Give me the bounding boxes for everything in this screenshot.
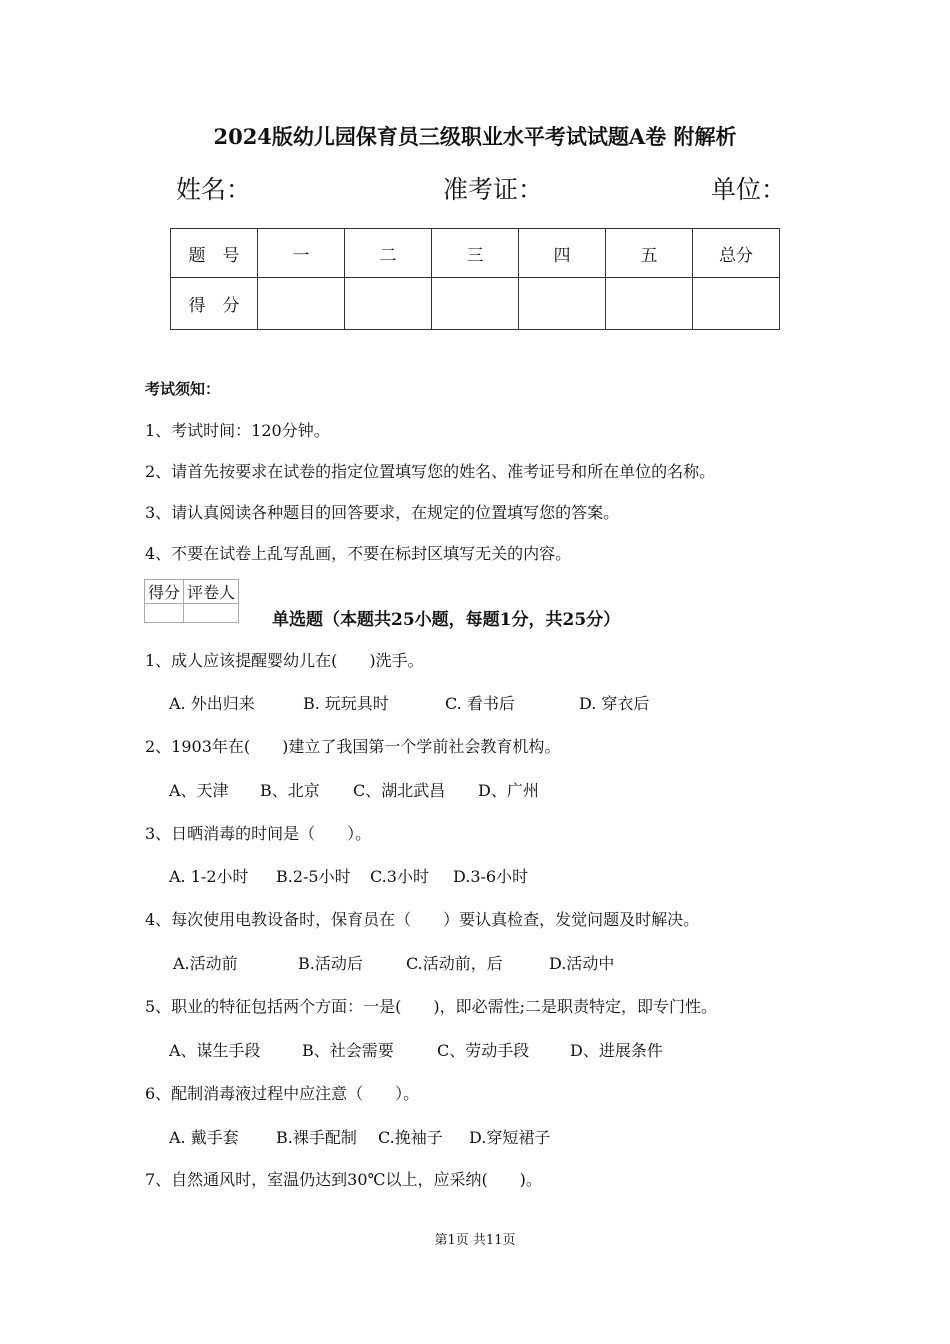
score-row-label: 得 分 xyxy=(171,278,258,330)
score-input-cell[interactable] xyxy=(606,278,693,330)
option-d: D、进展条件 xyxy=(570,1041,663,1060)
option-b: B.活动后 xyxy=(298,954,363,973)
question-text: 2、1903年在( )建立了我国第一个学前社会教育机构。 xyxy=(145,737,561,756)
score-input-cell[interactable] xyxy=(432,278,519,330)
option-b: B.裸手配制 xyxy=(276,1128,357,1147)
score-header-cell: 四 xyxy=(519,229,606,278)
question-text: 3、日晒消毒的时间是（ ）。 xyxy=(145,824,372,843)
notice-item: 2、请首先按要求在试卷的指定位置填写您的姓名、准考证号和所在单位的名称。 xyxy=(145,462,716,481)
option-a: A、天津 xyxy=(169,781,229,800)
option-c: C、湖北武昌 xyxy=(353,781,446,800)
option-d: D.3-6小时 xyxy=(453,867,529,886)
option-b: B.2-5小时 xyxy=(276,867,351,886)
option-a: A. 外出归来 xyxy=(169,694,255,713)
score-input-cell[interactable] xyxy=(345,278,432,330)
grader-reviewer-label: 评卷人 xyxy=(184,580,239,604)
grader-score-label: 得分 xyxy=(145,580,184,604)
option-d: D.穿短裙子 xyxy=(469,1128,551,1147)
score-input-cell[interactable] xyxy=(519,278,606,330)
score-header-cell: 一 xyxy=(258,229,345,278)
option-c: C. 看书后 xyxy=(445,694,515,713)
option-c: C.活动前，后 xyxy=(406,954,503,973)
score-header-cell: 题 号 xyxy=(171,229,258,278)
option-c: C.挽袖子 xyxy=(378,1128,443,1147)
question-text: 5、职业的特征包括两个方面：一是( )，即必需性;二是职责特定，即专门性。 xyxy=(145,997,718,1016)
option-c: C、劳动手段 xyxy=(437,1041,530,1060)
grader-reviewer-cell[interactable] xyxy=(184,604,239,623)
option-a: A、谋生手段 xyxy=(169,1041,261,1060)
question-text: 1、成人应该提醒婴幼儿在( )洗手。 xyxy=(145,651,424,670)
option-a: A.活动前 xyxy=(173,954,238,973)
score-header-cell: 总分 xyxy=(693,229,780,278)
page-title: 2024版幼儿园保育员三级职业水平考试试题A卷 附解析 xyxy=(213,124,737,149)
score-table-header-row xyxy=(171,229,780,278)
notice-item: 4、不要在试卷上乱写乱画，不要在标封区填写无关的内容。 xyxy=(145,544,572,563)
option-a: A. 1-2小时 xyxy=(169,867,249,886)
unit-field-label: 单位： xyxy=(711,175,787,204)
option-d: D、广州 xyxy=(478,781,539,800)
option-b: B、北京 xyxy=(260,781,320,800)
question-text: 6、配制消毒液过程中应注意（ ）。 xyxy=(145,1084,420,1103)
notice-heading: 考试须知： xyxy=(145,380,221,398)
notice-item: 3、请认真阅读各种题目的回答要求，在规定的位置填写您的答案。 xyxy=(145,503,620,522)
option-c: C.3小时 xyxy=(370,867,429,886)
option-b: B、社会需要 xyxy=(302,1041,394,1060)
option-a: A. 戴手套 xyxy=(169,1128,239,1147)
score-input-cell[interactable] xyxy=(693,278,780,330)
notice-item: 1、考试时间：120分钟。 xyxy=(145,421,330,440)
score-header-cell: 三 xyxy=(432,229,519,278)
score-input-cell[interactable] xyxy=(258,278,345,330)
grader-box xyxy=(144,579,239,623)
option-d: D. 穿衣后 xyxy=(579,694,650,713)
exam-id-field-label: 准考证： xyxy=(443,175,544,204)
score-header-cell: 二 xyxy=(345,229,432,278)
score-table xyxy=(170,228,780,330)
name-field-label: 姓名： xyxy=(176,175,252,204)
grader-score-cell[interactable] xyxy=(145,604,184,623)
question-text: 7、自然通风时，室温仍达到30℃以上，应采纳( )。 xyxy=(145,1170,542,1189)
question-text: 4、每次使用电教设备时，保育员在（ ）要认真检查，发觉问题及时解决。 xyxy=(145,910,700,929)
section-title: 单选题（本题共25小题，每题1分，共25分） xyxy=(272,610,621,630)
option-b: B. 玩玩具时 xyxy=(303,694,389,713)
option-d: D.活动中 xyxy=(549,954,615,973)
page-footer: 第1页 共11页 xyxy=(434,1233,516,1248)
score-header-cell: 五 xyxy=(606,229,693,278)
score-table-score-row xyxy=(171,278,780,330)
